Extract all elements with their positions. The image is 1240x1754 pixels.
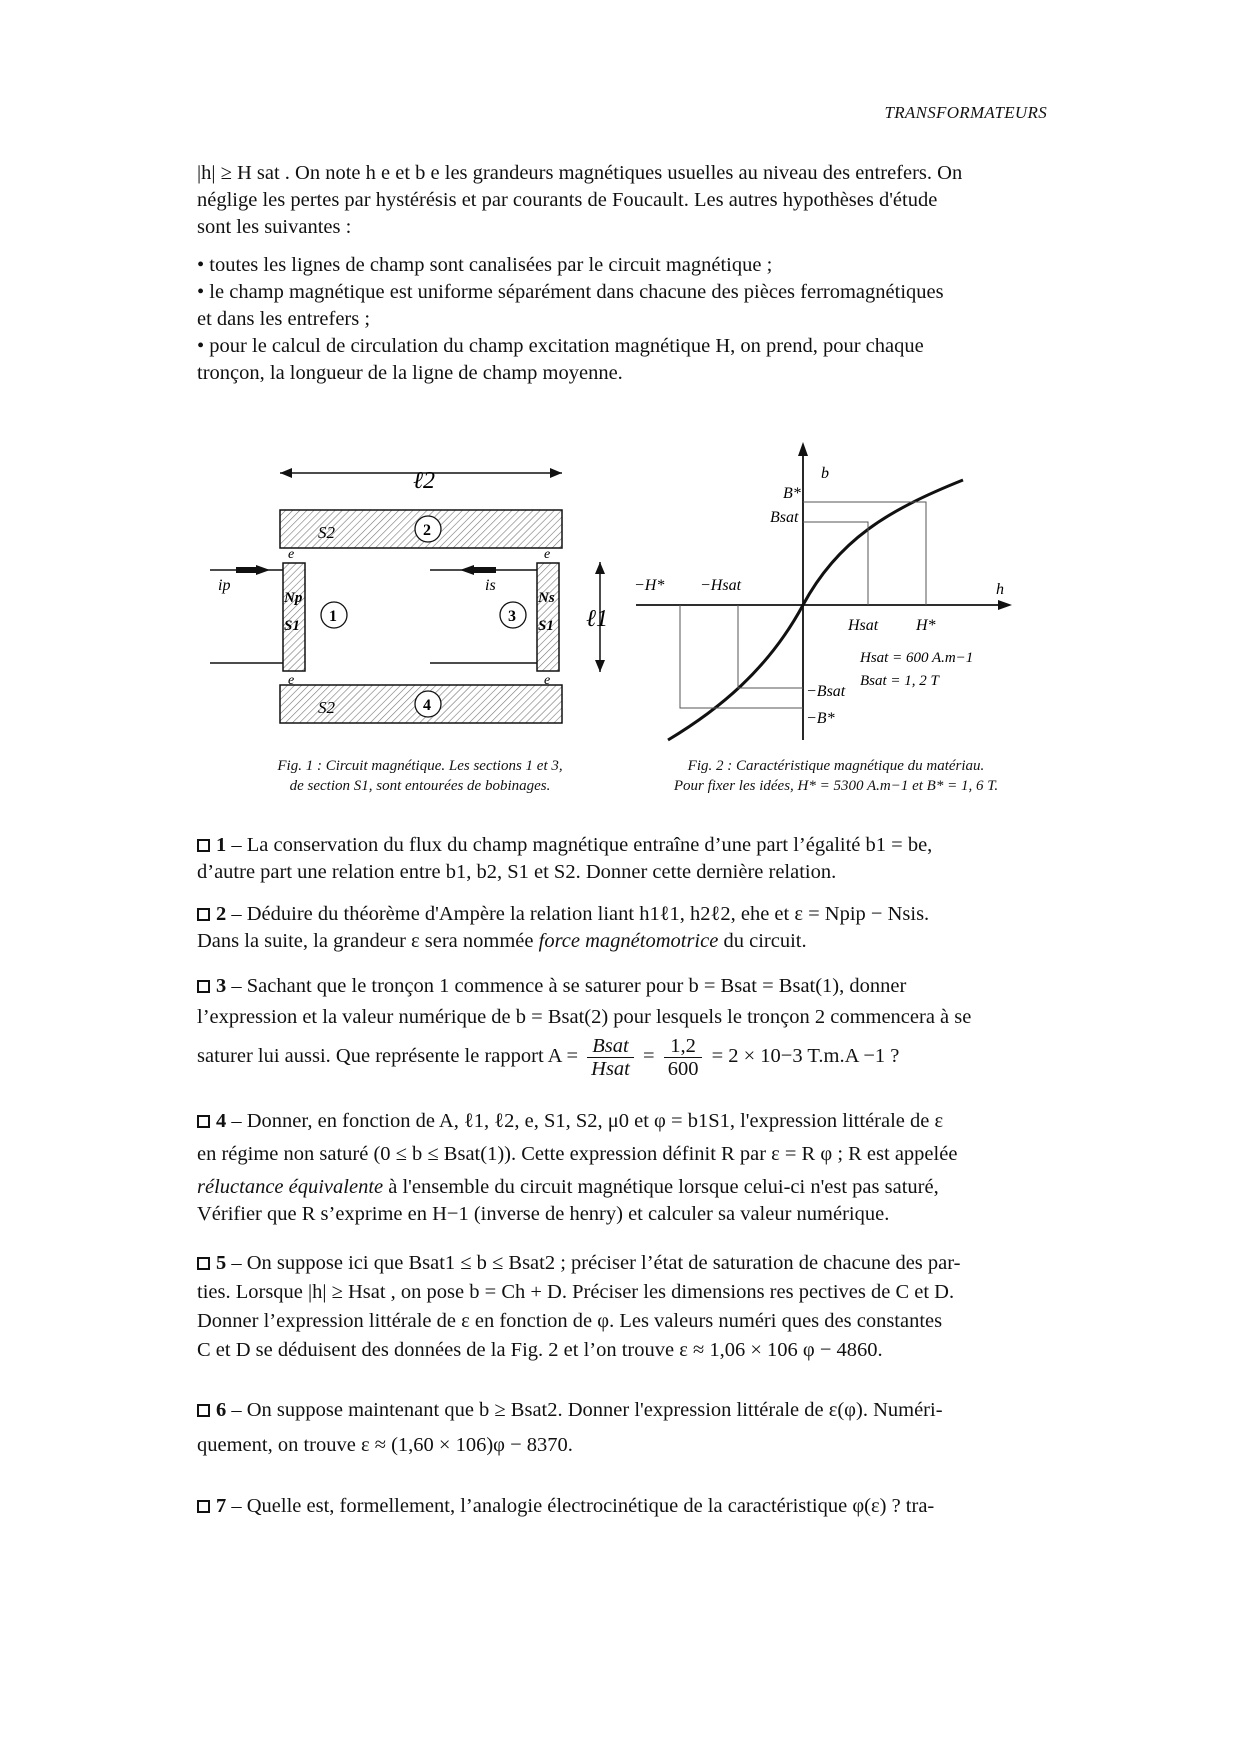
question-number: 6	[216, 1399, 227, 1421]
label-is: is	[485, 577, 496, 594]
question-text: ties. Lorsque |h| ≥ Hsat , on pose b = Ch + D. Préciser les dimensions res pectives de C et D.	[197, 1281, 955, 1303]
hypotheses-list	[197, 252, 1059, 387]
gap-e-label: e	[288, 547, 295, 562]
question-text: saturer lui aussi. Que représente le rapport A =	[197, 1045, 579, 1068]
bullet-item: • pour le calcul de circulation du champ excitation magnétique H, on prend, pour chaque	[197, 335, 924, 357]
label-neg-hsat: −Hsat	[700, 577, 742, 594]
h-axis-arrow	[998, 600, 1012, 610]
question-1	[197, 832, 1059, 886]
question-text: – On suppose maintenant que b ≥ Bsat2. Donner l'expression littérale de ε(φ). Numéri-	[231, 1399, 943, 1421]
intro-line: néglige les pertes par hystérésis et par courants de Foucault. Les autres hypothèses d'étude	[197, 189, 938, 211]
bsat-value: Bsat = 1, 2 T	[860, 673, 939, 689]
fig1-magnetic-circuit	[200, 440, 620, 740]
question-text: Dans la suite, la grandeur ε sera nommée	[197, 930, 539, 952]
question-number: 4	[216, 1110, 227, 1132]
arrow-head	[595, 660, 605, 672]
caption-line: de section S1, sont entourées de bobinages.	[289, 778, 551, 794]
question-text: à l'ensemble du circuit magnétique lorsque celui-ci n'est pas saturé,	[383, 1176, 939, 1198]
fraction	[587, 1035, 634, 1080]
header-title: TRANSFORMATEURS	[884, 103, 1047, 122]
checkbox-icon	[197, 1500, 210, 1513]
question-number: 1	[216, 834, 227, 856]
question-text: = 2 × 10−3 T.m.A −1 ?	[711, 1045, 900, 1068]
bullet-item: et dans les entrefers ;	[197, 308, 371, 330]
checkbox-icon	[197, 1115, 210, 1128]
caption-line: Fig. 2 : Caractéristique magnétique du matériau.	[687, 758, 985, 774]
checkbox-icon	[197, 908, 210, 921]
gap-e-label: e	[544, 547, 551, 562]
intro-paragraph	[197, 160, 1059, 241]
bstar-guide	[803, 502, 926, 605]
fraction-denominator: Hsat	[591, 1058, 630, 1080]
current-arrow-shaft	[236, 567, 260, 573]
question-text: d’autre part une relation entre b1, b2, S1 et S2. Donner cette dernière relation.	[197, 861, 837, 883]
question-text: Vérifier que R s’exprime en H−1 (inverse de henry) et calculer sa valeur numérique.	[197, 1203, 890, 1225]
bar-3	[537, 563, 559, 671]
question-text: – Sachant que le tronçon 1 commence à se saturer pour b = Bsat = Bsat(1), donner	[231, 975, 907, 997]
bullet-item: • toutes les lignes de champ sont canalisées par le circuit magnétique ;	[197, 254, 773, 276]
fraction-numerator: Bsat	[587, 1035, 634, 1058]
question-5	[197, 1250, 1059, 1364]
length-l1-label: ℓ1	[586, 606, 608, 632]
bsat-guide	[803, 522, 868, 605]
question-text: – Quelle est, formellement, l’analogie électrocinétique de la caractéristique φ(ε) ? tra-	[231, 1495, 935, 1517]
label-hstar: H*	[916, 617, 936, 634]
question-number: 7	[216, 1495, 227, 1517]
neg-bsat-guide	[738, 605, 803, 688]
question-text: – La conservation du flux du champ magnétique entraîne d’une part l’égalité b1 = be,	[231, 834, 933, 856]
label-s2-bottom: S2	[318, 698, 335, 717]
label-neg-hstar: −H*	[634, 577, 665, 594]
label-np: Np	[284, 590, 303, 606]
label-s2-top: S2	[318, 523, 335, 542]
label-bsat: Bsat	[770, 509, 799, 526]
emphasis-text: réluctance équivalente	[197, 1176, 384, 1198]
page-header	[884, 103, 1047, 123]
bullet-item: tronçon, la longueur de la ligne de champ moyenne.	[197, 362, 623, 384]
fig2-magnetic-characteristic	[628, 440, 1048, 750]
neg-bstar-guide	[680, 605, 803, 708]
checkbox-icon	[197, 1257, 210, 1270]
fraction-numerator: 1,2	[664, 1035, 703, 1058]
arrow-head	[550, 468, 562, 478]
intro-line: |h| ≥ H sat . On note h e et b e les grandeurs magnétiques usuelles au niveau des entrefers. On	[197, 162, 963, 184]
caption-line: Pour fixer les idées, H* = 5300 A.m−1 et B* = 1, 6 T.	[673, 778, 999, 794]
length-l2-label: ℓ2	[413, 468, 435, 494]
label-bstar: B*	[783, 485, 801, 502]
question-text: quement, on trouve ε ≈ (1,60 × 106)φ − 8370.	[197, 1434, 573, 1456]
question-text: C et D se déduisent des données de la Fig. 2 et l’on trouve ε ≈ 1,06 × 106 φ − 4860.	[197, 1339, 883, 1361]
checkbox-icon	[197, 839, 210, 852]
fig1-caption	[235, 756, 605, 796]
question-number: 5	[216, 1252, 227, 1274]
fraction	[664, 1035, 703, 1080]
label-neg-bstar: −B*	[806, 710, 835, 727]
emphasis-text: force magnétomotrice	[538, 930, 719, 952]
gap-e-label: e	[544, 673, 551, 688]
label-s1-left: S1	[284, 618, 300, 634]
bh-curve	[668, 480, 963, 740]
section-2-number: 2	[423, 522, 431, 539]
question-text: – On suppose ici que Bsat1 ≤ b ≤ Bsat2 ; préciser l’état de saturation de chacune des par-	[231, 1252, 961, 1274]
fig2-caption	[626, 756, 1046, 796]
question-text: l’expression et la valeur numérique de b = Bsat(2) pour lesquels le tronçon 2 commencera à se	[197, 1006, 972, 1028]
question-text: du circuit.	[718, 930, 807, 952]
axis-h-label: h	[996, 581, 1004, 598]
axis-b-label: b	[821, 465, 829, 482]
b-axis-arrow	[798, 442, 808, 456]
checkbox-icon	[197, 980, 210, 993]
bullet-item: • le champ magnétique est uniforme séparément dans chacune des pièces ferromagnétiques	[197, 281, 944, 303]
label-neg-bsat: −Bsat	[806, 683, 846, 700]
label-ip: ip	[218, 577, 231, 594]
question-text: – Déduire du théorème d'Ampère la relation liant h1ℓ1, h2ℓ2, ehe et ε = Npip − Nsis.	[231, 903, 930, 925]
section-3-number: 3	[508, 608, 516, 625]
question-text: Donner l’expression littérale de ε en fonction de φ. Les valeurs numéri ques des constantes	[197, 1310, 943, 1332]
question-text: en régime non saturé (0 ≤ b ≤ Bsat(1)). Cette expression définit R par ε = R φ ; R est appelée	[197, 1143, 958, 1165]
hsat-value: Hsat = 600 A.m−1	[860, 650, 974, 666]
bar-1	[283, 563, 305, 671]
label-ns: Ns	[538, 590, 555, 606]
section-4-number: 4	[423, 697, 431, 714]
section-1-number: 1	[329, 608, 337, 625]
equals-sign: =	[643, 1045, 655, 1068]
question-2	[197, 901, 1059, 955]
question-number: 2	[216, 903, 227, 925]
current-arrow	[460, 565, 474, 575]
question-3	[197, 973, 1059, 1080]
question-number: 3	[216, 975, 227, 997]
question-text: – Donner, en fonction de A, ℓ1, ℓ2, e, S1, S2, μ0 et φ = b1S1, l'expression littérale de ε	[231, 1110, 944, 1132]
gap-e-label: e	[288, 673, 295, 688]
question-7	[197, 1493, 1059, 1520]
caption-line: Fig. 1 : Circuit magnétique. Les sections 1 et 3,	[277, 758, 563, 774]
question-4	[197, 1108, 1059, 1228]
checkbox-icon	[197, 1404, 210, 1417]
question-6	[197, 1397, 1059, 1459]
arrow-head	[595, 562, 605, 574]
arrow-head	[280, 468, 292, 478]
fraction-denominator: 600	[667, 1058, 699, 1080]
label-hsat: Hsat	[848, 617, 879, 634]
intro-line: sont les suivantes :	[197, 216, 352, 238]
label-s1-right: S1	[538, 618, 554, 634]
current-arrow-shaft	[472, 567, 496, 573]
